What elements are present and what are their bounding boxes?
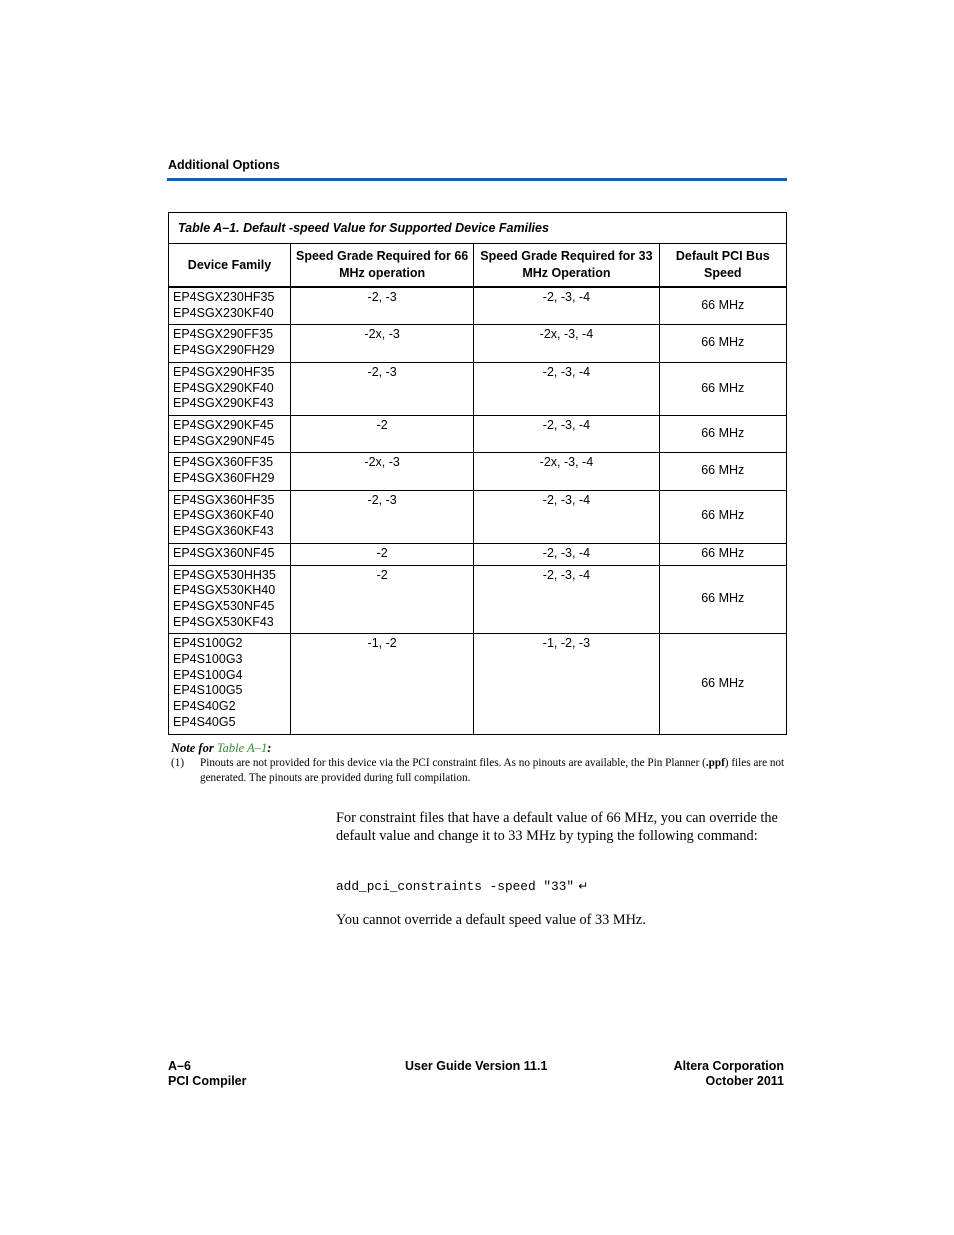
table-body — [169, 287, 787, 734]
footer-product: PCI Compiler — [168, 1074, 247, 1088]
cell-default-speed: 66 MHz — [659, 634, 786, 734]
table-row — [169, 287, 787, 325]
cell-grade-33mhz: -2, -3, -4 — [474, 362, 659, 415]
footer-left — [168, 1059, 247, 1089]
speed-table — [168, 212, 787, 735]
cell-default-speed: 66 MHz — [659, 287, 786, 325]
cell-grade-66mhz: -2x, -3 — [290, 453, 473, 490]
cell-grade-66mhz: -2x, -3 — [290, 325, 473, 362]
cell-grade-66mhz: -2 — [290, 565, 473, 634]
body-paragraph-2: You cannot override a default speed value of 33 MHz. — [336, 912, 646, 928]
table-header-row — [169, 244, 787, 288]
footer-company: Altera Corporation — [673, 1059, 784, 1073]
body-paragraph-1: For constraint files that have a default value of 66 MHz, you can override the default value and change it to 33 MHz by typing the following command: — [336, 810, 778, 844]
header-rule — [167, 178, 787, 181]
table-row — [169, 415, 787, 452]
cell-grade-66mhz: -2, -3 — [290, 362, 473, 415]
cell-default-speed: 66 MHz — [659, 325, 786, 362]
cell-grade-33mhz: -2, -3, -4 — [474, 565, 659, 634]
cell-grade-66mhz: -1, -2 — [290, 634, 473, 734]
cell-device-family: EP4SGX290KF45 EP4SGX290NF45 — [169, 415, 291, 452]
table-caption: Table A–1. Default -speed Value for Supported Device Families — [169, 213, 787, 244]
footer-right — [674, 1059, 784, 1089]
table-row — [169, 362, 787, 415]
cell-grade-33mhz: -2x, -3, -4 — [474, 453, 659, 490]
cell-grade-33mhz: -1, -2, -3 — [474, 634, 659, 734]
cell-grade-66mhz: -2, -3 — [290, 287, 473, 325]
cell-default-speed: 66 MHz — [659, 565, 786, 634]
cell-grade-66mhz: -2 — [290, 415, 473, 452]
table-note — [171, 756, 785, 786]
cell-grade-33mhz: -2, -3, -4 — [474, 287, 659, 325]
note-text — [200, 756, 785, 786]
code-command — [336, 879, 588, 894]
table-note-title — [171, 741, 271, 756]
code-text: add_pci_constraints -speed "33" — [336, 879, 575, 894]
column-header-33mhz-grade: Speed Grade Required for 33 MHz Operation — [474, 244, 659, 288]
table-row — [169, 490, 787, 543]
cell-grade-33mhz: -2x, -3, -4 — [474, 325, 659, 362]
cell-default-speed: 66 MHz — [659, 490, 786, 543]
column-header-66mhz-grade: Speed Grade Required for 66 MHz operation — [290, 244, 473, 288]
footer-guide-version: User Guide Version 11.1 — [405, 1059, 548, 1073]
note-table-link[interactable]: Table A–1 — [216, 741, 268, 755]
note-text-before: Pinouts are not provided for this device via the PCI constraint files. As no pinouts are available, the Pin Planner ( — [200, 757, 706, 769]
footer-date: October 2011 — [705, 1074, 784, 1088]
cell-device-family: EP4SGX360NF45 — [169, 543, 291, 565]
cell-grade-66mhz: -2, -3 — [290, 490, 473, 543]
cell-default-speed: 66 MHz — [659, 415, 786, 452]
table-row — [169, 543, 787, 565]
column-header-device-family: Device Family — [169, 244, 291, 288]
table-row — [169, 453, 787, 490]
column-header-default-speed: Default PCI Bus Speed — [659, 244, 786, 288]
cell-grade-33mhz: -2, -3, -4 — [474, 415, 659, 452]
cell-device-family: EP4SGX360HF35 EP4SGX360KF40 EP4SGX360KF43 — [169, 490, 291, 543]
cell-device-family: EP4SGX290FF35 EP4SGX290FH29 — [169, 325, 291, 362]
note-colon: : — [267, 741, 272, 755]
cell-default-speed: 66 MHz — [659, 362, 786, 415]
cell-device-family: EP4S100G2 EP4S100G3 EP4S100G4 EP4S100G5 EP4S40G2 EP4S40G5 — [169, 634, 291, 734]
cell-default-speed: 66 MHz — [659, 543, 786, 565]
cell-device-family: EP4SGX360FF35 EP4SGX360FH29 — [169, 453, 291, 490]
footer-page-number: A–6 — [168, 1059, 191, 1073]
return-icon: ↵ — [578, 879, 589, 893]
section-header: Additional Options — [168, 158, 280, 172]
cell-default-speed: 66 MHz — [659, 453, 786, 490]
note-number: (1) — [171, 757, 185, 769]
table-row — [169, 565, 787, 634]
cell-grade-66mhz: -2 — [290, 543, 473, 565]
footer-center — [405, 1059, 547, 1074]
note-text-bold: .ppf — [705, 757, 725, 769]
cell-device-family: EP4SGX290HF35 EP4SGX290KF40 EP4SGX290KF43 — [169, 362, 291, 415]
note-label: Note for — [171, 741, 217, 755]
cell-device-family: EP4SGX530HH35 EP4SGX530KH40 EP4SGX530NF45 EP4SGX530KF43 — [169, 565, 291, 634]
note-text-after: ) files are not generated. The pinouts are provided during full compilation. — [200, 757, 785, 784]
table-row — [169, 325, 787, 362]
table-row — [169, 634, 787, 734]
cell-grade-33mhz: -2, -3, -4 — [474, 543, 659, 565]
cell-grade-33mhz: -2, -3, -4 — [474, 490, 659, 543]
cell-device-family: EP4SGX230HF35 EP4SGX230KF40 — [169, 287, 291, 325]
